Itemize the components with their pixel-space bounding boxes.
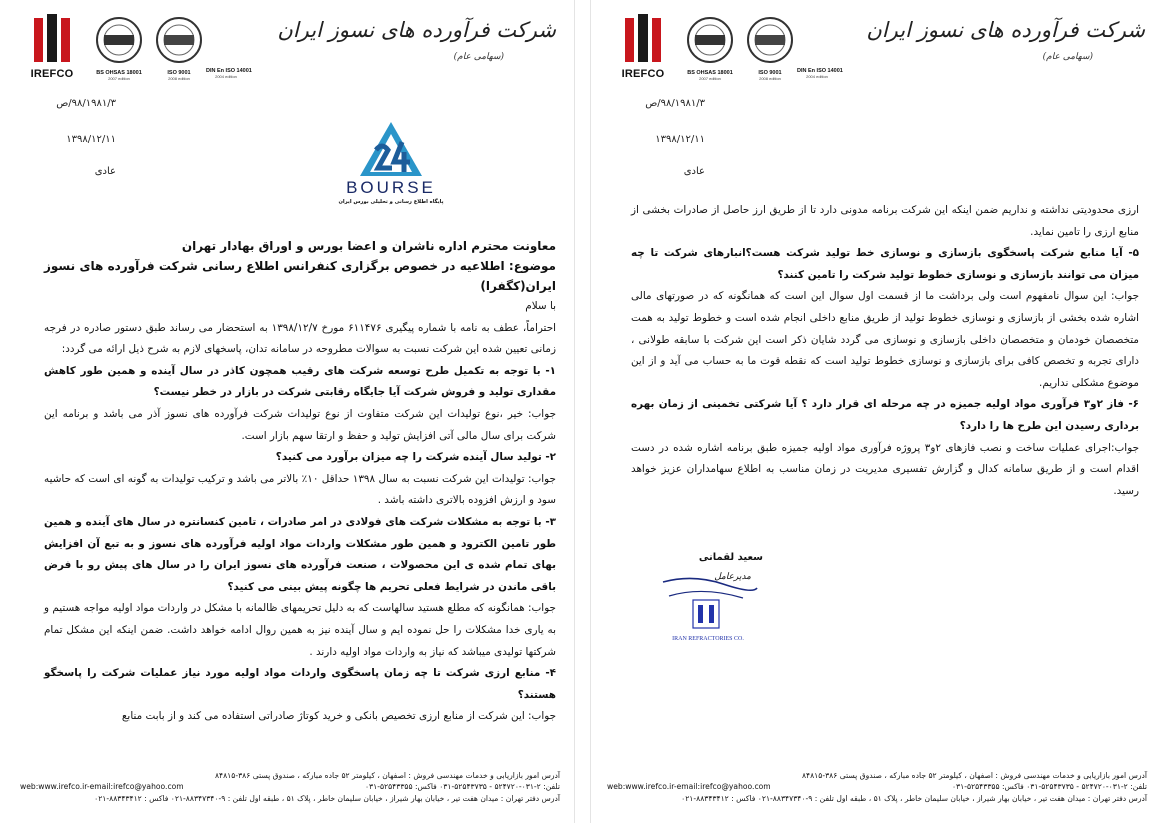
signature-block — [653, 552, 773, 652]
signatory-title: مدیرعامل — [714, 572, 751, 582]
right-paragraphs — [631, 200, 1139, 502]
cert-seal-icon — [155, 16, 203, 64]
letter-priority: عادی — [683, 166, 705, 177]
bourse-tagline: پایگاه اطلاع رسانی و تحلیلی بورس ایران — [338, 199, 444, 205]
footer-address-isfahan: آدرس امور بازاریابی و خدمات مهندسی فروش : اصفهان ، کیلومتر ۵۲ جاده مبارکه ، صندوق پستی ۳۸۶-۸۴۸۱۵ — [214, 771, 560, 780]
footer-contact — [20, 781, 560, 792]
letter-number: ۹۸/۱۹۸۱/۳/ص — [645, 98, 705, 109]
cert-ohsas: BS OHSAS 18001 2007 edition — [679, 16, 741, 81]
cert-seal-icon — [746, 16, 794, 64]
cert-seal-icon — [95, 16, 143, 64]
body-paragraph: جواب: این شرکت از منابع ارزی تخصیص بانکی و خرید کوتاژ صادراتی استفاده می کند و از بابت منابع — [121, 710, 556, 723]
cert-iso9001: ISO 9001 2008 edition — [148, 16, 210, 81]
footer-address-tehran: آدرس دفتر تهران : میدان هفت تیر ، خیابان بهار شیراز ، خیابان سلیمان خاطر ، پلاک ۵۱ ، طبقه اول تلفن : ۹-۸۸۳۴۷۳۴۰-۰۲۱ فاکس : ۸۸۳۴۳۴۱۲-۰۲۱ — [681, 793, 1147, 803]
company-name: شرکت فرآورده های نسوز ایران — [866, 18, 1145, 42]
irefco-logo — [26, 14, 78, 84]
greeting: با سلام — [525, 300, 556, 312]
footer-phone: تلفن: ۲-۰۳۱-۵۲۴۷۲۰ - ۵۲۵۴۳۷۳۵-۰۳۱ فاکس: ۵۲۵۴۳۳۵۵-۰۳۱ — [951, 782, 1147, 792]
letter-body-left — [44, 236, 556, 728]
question-paragraph: ۴- منابع ارزی شرکت تا چه زمان پاسخگوی واردات مواد اولیه مورد نیاز عملیات شرکت را پاسخگو هستند؟ — [44, 667, 556, 701]
letter-number: ۹۸/۱۹۸۱/۳/ص — [56, 98, 116, 109]
question-paragraph: ۲- تولید سال آینده شرکت را چه میزان برآورد می کنید؟ — [275, 451, 556, 464]
footer-address-tehran: آدرس دفتر تهران : میدان هفت تیر ، خیابان بهار شیراز ، خیابان سلیمان خاطر ، پلاک ۵۱ ، طبقه اول تلفن : ۹-۸۸۳۴۷۳۴۰-۰۲۱ فاکس : ۸۸۳۴۳۴۱۲-۰۲۱ — [94, 793, 560, 803]
body-paragraph: جواب: تولیدات این شرکت نسبت به سال ۱۳۹۸ حداقل ۱۰٪ بالاتر می باشد و ترکیب تولیدات به گونه ای است که حاشیه سود و ارزش افزوده بالاتری داشته باشد . — [44, 472, 556, 507]
question-paragraph: ۱- با توجه به تکمیل طرح توسعه شرکت های رقیب همچون کاذر در سال آینده و همین طور کاهش مقداری تولید و فروش شرکت آیا جایگاه رقابتی شرکت در بازار در خطر نیست؟ — [44, 364, 556, 399]
irefco-logo — [617, 14, 669, 84]
letter-body-right — [631, 200, 1139, 502]
signatory-name: سعید لقمانی — [698, 552, 763, 563]
letter-date: ۱۳۹۸/۱۲/۱۱ — [66, 134, 116, 145]
footer-address-isfahan: آدرس امور بازاریابی و خدمات مهندسی فروش : اصفهان ، کیلومتر ۵۲ جاده مبارکه ، صندوق پستی ۳۸۶-۸۴۸۱۵ — [801, 771, 1147, 780]
bourse-triangle-icon — [358, 120, 424, 178]
irefco-flame-icon — [34, 14, 70, 64]
letter-priority: عادی — [94, 166, 116, 177]
left-paragraphs — [44, 318, 556, 728]
company-type: (سهامی عام) — [453, 52, 504, 62]
certification-seals — [679, 16, 843, 82]
body-paragraph: جواب:اجرای عملیات ساخت و نصب فازهای ۲و۳ پروژه فرآوری مواد اولیه جمیزه طبق برنامه اشاره شده در دست اقدام است و از طریق سامانه کدال و گزارش تفسیری مدیریت در زمان مناسب به اطلاع سهامداران عزیز خواهد رسید. — [631, 441, 1139, 497]
cert-seal-icon — [686, 16, 734, 64]
footer-contact — [607, 781, 1147, 792]
footer-web-email: web:www.irefco.ir-email:irefco@yahoo.com — [607, 782, 771, 792]
bourse-wordmark: BOURSE — [346, 178, 436, 197]
body-paragraph: جواب: همانگونه که مطلع هستید سالهاست که به دلیل تحریمهای ظالمانه با مشکل در واردات مواد اولیه مواجه هستیم و به یاری خدا مشکلات را حل نموده ایم و سال آینده نیز به همین روال ادامه خواهد داشت. ضمن اینکه این مشکل تمام شرکتها تولیدی میباشد که نیاز به واردات مواد اولیه دارند . — [44, 602, 556, 658]
letter-footer — [607, 770, 1147, 804]
footer-phone: تلفن: ۲-۰۳۱-۵۲۴۷۲۰ - ۵۲۵۴۳۷۳۵-۰۳۱ فاکس: ۵۲۵۴۳۳۵۵-۰۳۱ — [364, 782, 560, 792]
irefco-flame-icon — [625, 14, 661, 64]
irefco-logo-text: IREFCO — [621, 68, 665, 80]
addressee: معاونت محترم اداره ناشران و اعضا بورس و اوراق بهادار تهران — [181, 239, 556, 253]
letter-page-left — [4, 0, 575, 823]
body-paragraph: احتراماً، عطف به نامه با شماره پیگیری ۶۱۱۴۷۶ مورخ ۱۳۹۸/۱۲/۷ به استحضار می رساند طبق دستور صادره در فرجه زمانی تعیین شده این شرکت نسبت به سوالات مطروحه در سامانه تدان، پاسخهای لازم به شرح ذیل ارائه می گردد: — [44, 321, 557, 356]
certification-seals — [88, 16, 252, 82]
footer-web-email: web:www.irefco.ir-email:irefco@yahoo.com — [20, 782, 184, 792]
body-paragraph: جواب: خیر ،نوع تولیدات این شرکت متفاوت از نوع تولیدات شرکت فرآورده های نسوز آذر می باشد و برنامه این شرکت برای سال مالی آتی افزایش تولید و حفظ و ارتقا سهم بازار است. — [44, 407, 556, 442]
irefco-logo-text: IREFCO — [30, 68, 74, 80]
letter-date: ۱۳۹۸/۱۲/۱۱ — [655, 134, 705, 145]
question-paragraph: ۳- با توجه به مشکلات شرکت های فولادی در امر صادرات ، تامین کنسانتره در سال های آینده و همین طور تامین الکترود و همین طور مشکلات واردات مواد اولیه فرآورده های نسوز و به تبع آن افزایش بهای تمام شده ی این محصولات ، صنعت فرآورده های نسوز ایران را در سال های پیش رو با فرض باقی ماندن در شرایط فعلی تحریم ها چگونه پیش بینی می کنید؟ — [44, 515, 556, 593]
body-paragraph: جواب: این سوال نامفهوم است ولی برداشت ما از قسمت اول سوال این است که همانگونه که در صورتهای مالی اشاره شده بخشی از بازسازی و نوسازی خطوط تولید از طریق منابع داخلی انجام شده است و خطوط تولید به همت متخصصان خودمان و متخصصان داخلی بازسازی و نوسازی می گردد شایان ذکر است این شرکت با سابقه طولانی ، دارای تجربه و تخصص کافی برای بازسازی و نوسازی خطوط تولید است که نقطه قوت ما به حساب می آید و از این موضوع مشکلی نداریم. — [631, 290, 1139, 389]
company-stamp — [653, 570, 763, 650]
body-paragraph: ارزی محدودیتی نداشته و نداریم ضمن اینکه این شرکت برنامه مدونی دارد تا از طریق ارز حاصل از صادرات بخشی از منابع ارزی را تامین نماید. — [631, 204, 1139, 238]
bourse-logo — [332, 120, 450, 212]
question-paragraph: ۶- فاز ۲و۳ فرآوری مواد اولیه جمیزه در چه مرحله ای قرار دارد ؟ آیا شرکتی تخمینی از زمان بهره برداری رسیدن این طرح ها را دارد؟ — [631, 398, 1139, 432]
cert-ohsas: BS OHSAS 18001 2007 edition — [88, 16, 150, 81]
cert-iso14001: DIN En ISO 14001 2004 edition — [797, 68, 843, 79]
letter-page-right — [590, 0, 1161, 823]
company-type: (سهامی عام) — [1042, 52, 1093, 62]
subject-line: موضوع: اطلاعیه در خصوص برگزاری کنفرانس اطلاع رسانی شرکت فرآورده های نسوز ایران(کگفرا) — [44, 259, 556, 293]
svg-text:IRAN REFRACTORIES CO.: IRAN REFRACTORIES CO. — [672, 636, 744, 642]
company-name: شرکت فرآورده های نسوز ایران — [277, 18, 556, 42]
question-paragraph: ۵- آیا منابع شرکت پاسخگوی بازسازی و نوسازی خط تولید شرکت هست؟انبارهای شرکت تا چه میزان می توانند بازسازی و نوسازی خطوط تولید شرکت را تامین کنند؟ — [631, 247, 1139, 281]
letter-footer — [20, 770, 560, 804]
cert-iso9001: ISO 9001 2008 edition — [739, 16, 801, 81]
cert-iso14001: DIN En ISO 14001 2004 edition — [206, 68, 252, 79]
